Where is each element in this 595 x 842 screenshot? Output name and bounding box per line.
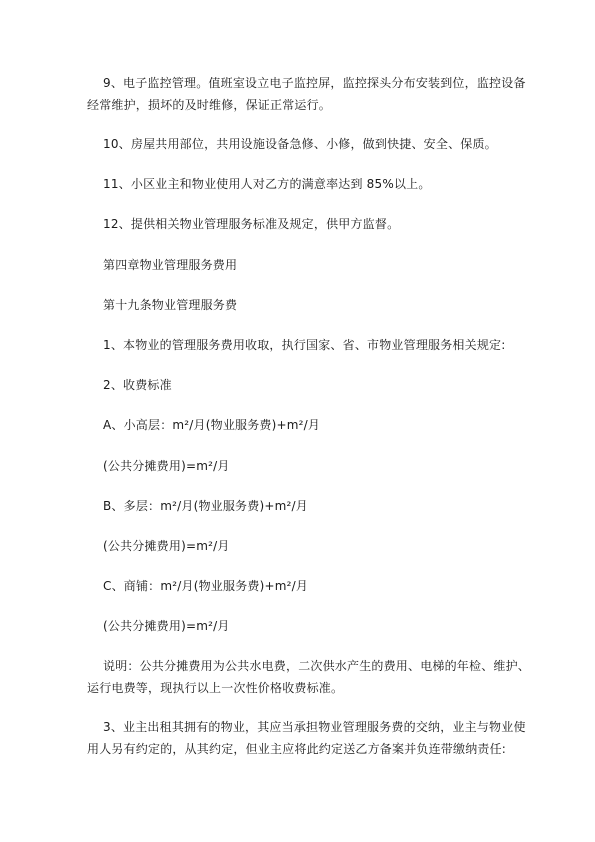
paragraph-fee-standard: [103, 374, 523, 396]
paragraph-item-11: [103, 173, 523, 195]
paragraph-line: 第四章物业管理服务费用: [103, 258, 238, 272]
paragraph-line: 9、电子监控管理。值班室设立电子监控屏，监控探头分布安装到位，监控设备: [103, 76, 526, 90]
paragraph-line: (公共分摊费用)=m²/月: [103, 619, 230, 633]
fee-item-shared-cost: [103, 535, 523, 557]
paragraph-item-10: [103, 133, 523, 155]
article-heading: [103, 294, 523, 316]
paragraph-line: A、小高层：m²/月(物业服务费)+m²/月: [103, 418, 321, 432]
paragraph-line: 11、小区业主和物业使用人对乙方的满意率达到 85%以上。: [103, 177, 431, 191]
paragraph-line: 3、业主出租其拥有的物业，其应当承担物业管理服务费的交纳，业主与物业使: [103, 720, 526, 734]
fee-item-shared-cost: [103, 455, 523, 477]
paragraph-line: 10、房屋共用部位，共用设施设备急修、小修，做到快捷、安全、保质。: [103, 137, 497, 151]
paragraph-line: 说明：公共分摊费用为公共水电费，二次供水产生的费用、电梯的年检、维护、: [103, 659, 531, 673]
paragraph-line: (公共分摊费用)=m²/月: [103, 539, 230, 553]
paragraph-line: 用人另有约定的，从其约定，但业主应将此约定送乙方备案并负连带缴纳责任:: [87, 742, 507, 756]
fee-item-shared-cost: [103, 615, 523, 637]
paragraph-item-3-lease: [87, 716, 526, 760]
paragraph-line: B、多层：m²/月(物业服务费)+m²/月: [103, 499, 308, 513]
paragraph-line: (公共分摊费用)=m²/月: [103, 459, 230, 473]
paragraph-line: 运行电费等，现执行以上一次性价格收费标准。: [87, 681, 344, 695]
paragraph-item-9: [87, 72, 526, 116]
paragraph-fee-rule: [103, 334, 523, 356]
paragraph-line: 12、提供相关物业管理服务标准及规定，供甲方监督。: [103, 217, 400, 231]
fee-item-shop: [103, 575, 523, 597]
paragraph-line: 第十九条物业管理服务费: [103, 298, 238, 312]
fee-item-small-highrise: [103, 414, 523, 436]
paragraph-line: C、商铺：m²/月(物业服务费)+m²/月: [103, 579, 309, 593]
paragraph-line: 经常维护，损坏的及时维修，保证正常运行。: [87, 98, 332, 112]
paragraph-line: 1、本物业的管理服务费用收取，执行国家、省、市物业管理服务相关规定:: [103, 338, 506, 352]
paragraph-line: 2、收费标准: [103, 378, 172, 392]
paragraph-item-12: [103, 213, 523, 235]
fee-item-multistory: [103, 495, 523, 517]
paragraph-note: [87, 655, 531, 699]
chapter-heading: [103, 254, 523, 276]
